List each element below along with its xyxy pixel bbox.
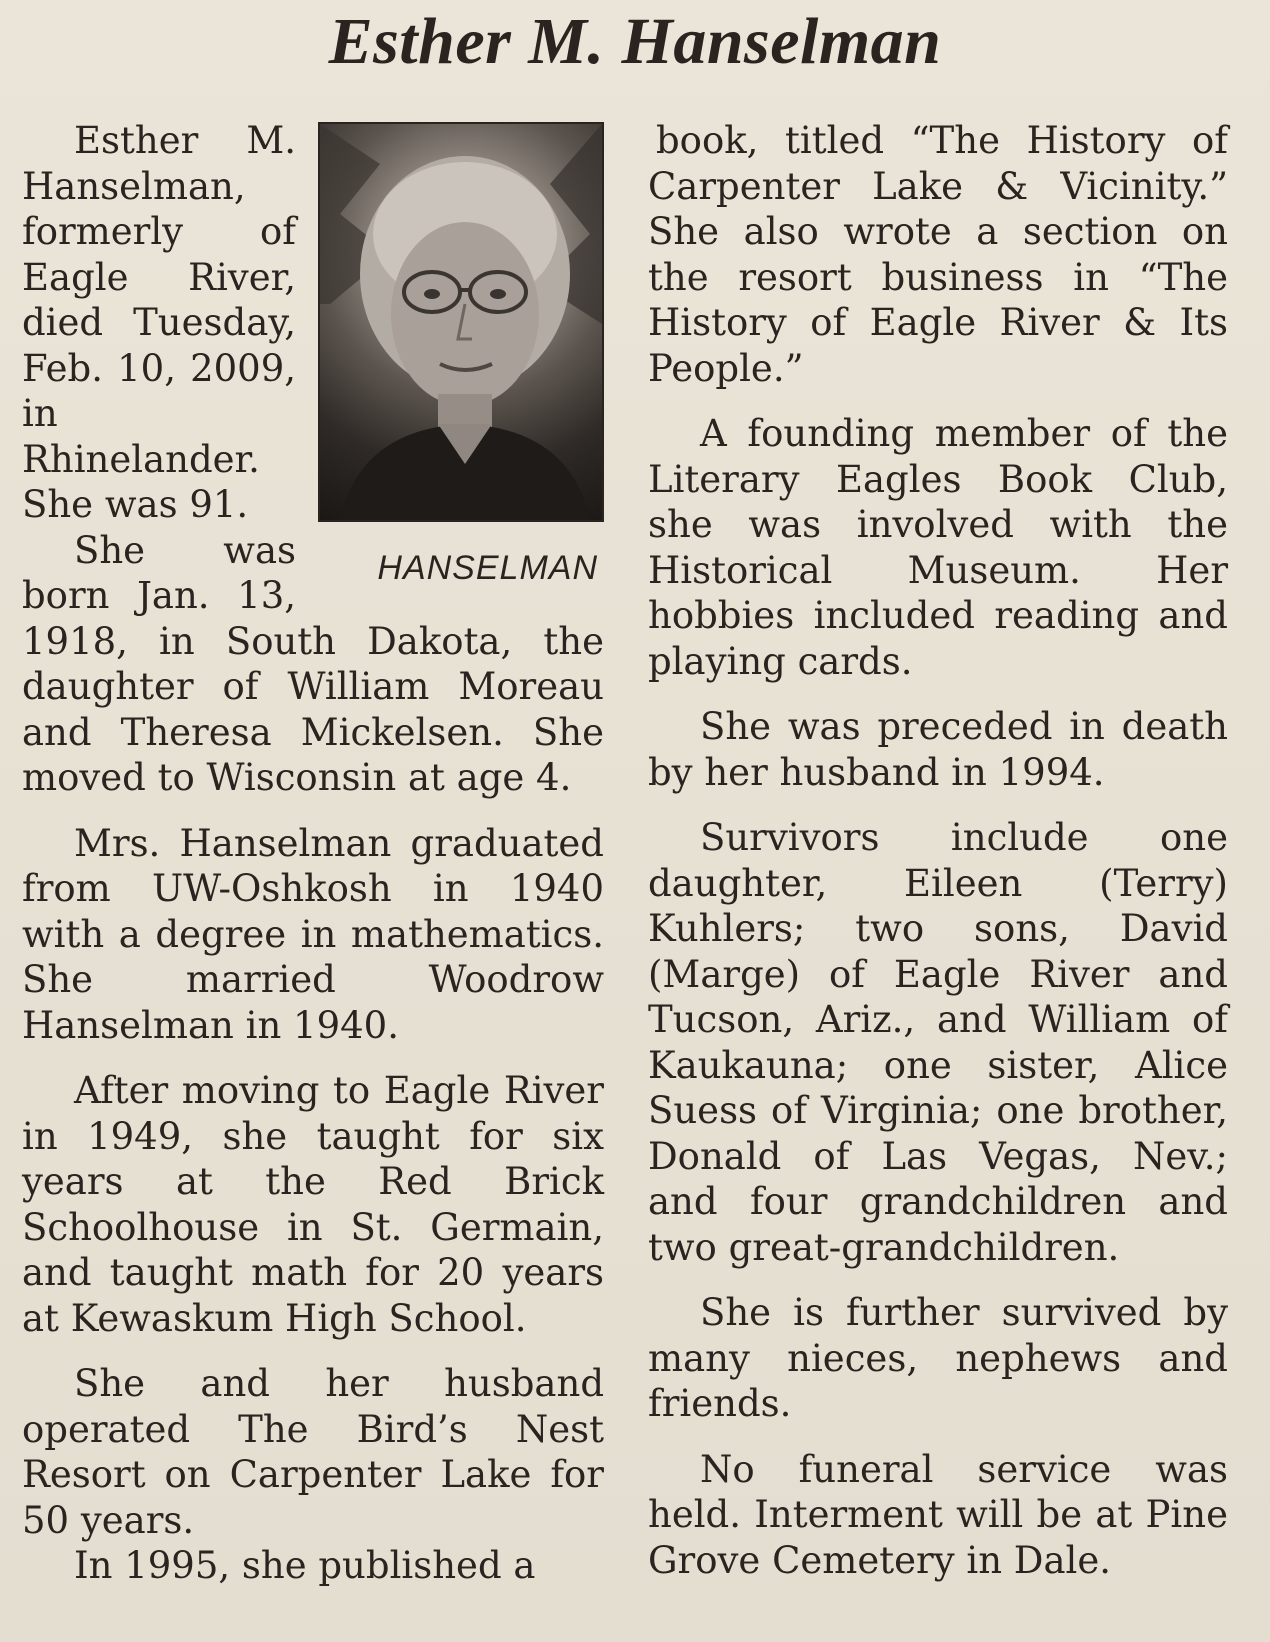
portrait-photo — [318, 122, 604, 522]
paragraph-publication-start: In 1995, she published a — [74, 1544, 536, 1587]
obituary-title: Esther M. Hanselman — [328, 5, 942, 78]
paragraph-publication-continued: book, titled “The History of Carpenter Lake & Vicinity.” She also wrote a section on the resort business in “The History of Eagle River & Its People.” — [648, 119, 1228, 390]
paragraph-death-notice: Esther M. Hanselman, formerly of Eagle River, died Tuesday, Feb. 10, 2009, in Rhinelander. She was 91. — [22, 119, 296, 526]
photo-block — [318, 122, 604, 588]
paragraph-resort: She and her husband operated The Bird’s Nest Resort on Carpenter Lake for 50 years. — [22, 1362, 604, 1542]
paragraph-funeral: No funeral service was held. Interment will be at Pine Grove Cemetery in Dale. — [648, 1447, 1228, 1582]
paragraph-memberships: A founding member of the Literary Eagles Book Club, she was involved with the Historical Museum. Her hobbies included reading and playing cards. — [648, 412, 1228, 683]
paragraph-preceded: She was preceded in death by her husband in 1994. — [648, 705, 1228, 794]
paragraph-birth: She was born Jan. 13, 1918, in South Dakota, the daughter of William Moreau and Theresa Mickelsen. She moved to Wisconsin at age 4. — [22, 528, 604, 799]
paragraph-further-survived: She is further survived by many nieces, nephews and friends. — [648, 1291, 1228, 1425]
right-column — [648, 118, 1228, 1603]
left-column — [22, 118, 604, 1589]
paragraph-education: Mrs. Hanselman graduated from UW-Oshkosh in 1940 with a degree in mathematics. She married Woodrow Hanselman in 1940. — [22, 821, 604, 1047]
photo-caption: HANSELMAN — [377, 549, 598, 587]
paragraph-teaching: After moving to Eagle River in 1949, she taught for six years at the Red Brick Schoolhouse in St. Germain, and taught math for 20 years at Kewaskum High School. — [22, 1069, 604, 1340]
paragraph-survivors: Survivors include one daughter, Eileen (Terry) Kuhlers; two sons, David (Marge) of Eagle River and Tucson, Ariz., and William of Kaukauna; one sister, Alice Suess of Virginia; one brother, Donald of Las Vegas, Nev.; and four grandchildren and two great-grandchildren. — [648, 816, 1228, 1269]
portrait-image — [320, 124, 602, 520]
